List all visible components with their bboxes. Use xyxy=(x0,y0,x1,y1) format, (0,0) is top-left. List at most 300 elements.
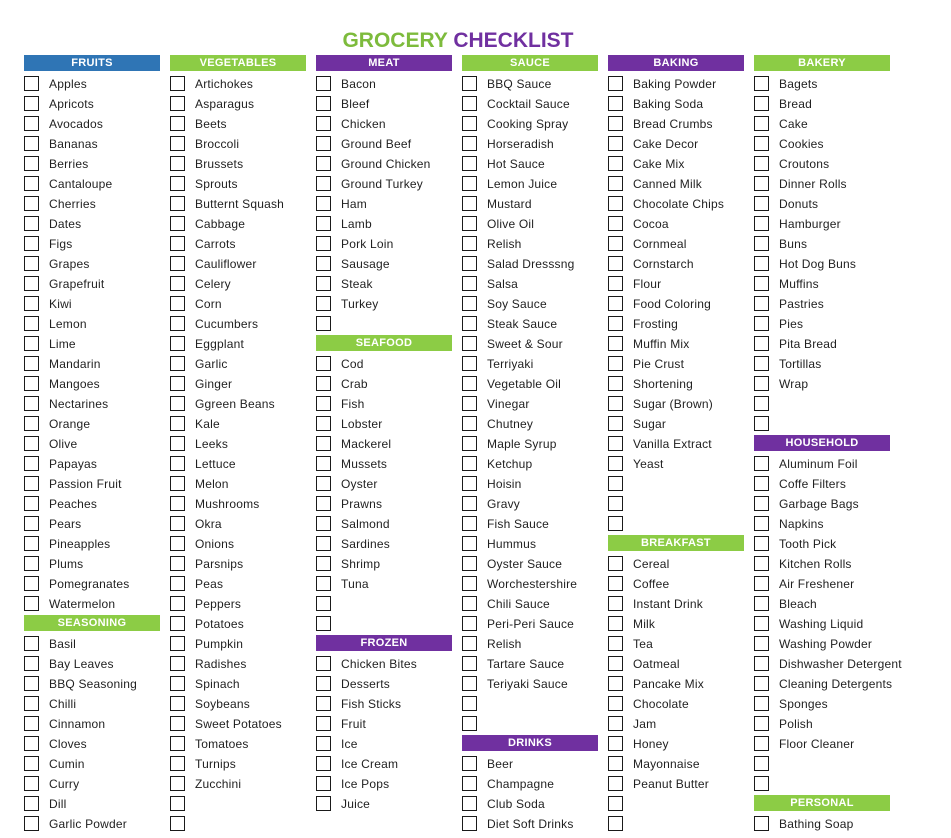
checklist-item[interactable] xyxy=(316,534,456,554)
checklist-item[interactable] xyxy=(462,294,602,314)
checklist-item[interactable] xyxy=(24,74,164,94)
checkbox[interactable] xyxy=(462,196,477,211)
checklist-item[interactable] xyxy=(608,294,748,314)
checklist-item[interactable] xyxy=(754,334,894,354)
checklist-item[interactable] xyxy=(462,314,602,334)
checklist-item[interactable] xyxy=(24,554,164,574)
checklist-item[interactable] xyxy=(754,574,894,594)
checklist-item[interactable] xyxy=(170,814,310,834)
checkbox[interactable] xyxy=(316,376,331,391)
checklist-item[interactable] xyxy=(608,134,748,154)
checklist-item[interactable] xyxy=(170,314,310,334)
checklist-item[interactable] xyxy=(462,274,602,294)
checklist-item[interactable] xyxy=(754,194,894,214)
checklist-item[interactable] xyxy=(316,114,456,134)
checkbox[interactable] xyxy=(316,656,331,671)
checklist-item[interactable] xyxy=(170,674,310,694)
checkbox[interactable] xyxy=(316,596,331,611)
checklist-item[interactable] xyxy=(462,674,602,694)
checklist-item[interactable] xyxy=(608,414,748,434)
checkbox[interactable] xyxy=(170,776,185,791)
checklist-item[interactable] xyxy=(754,254,894,274)
checklist-item[interactable] xyxy=(316,234,456,254)
checklist-item[interactable] xyxy=(754,474,894,494)
checklist-item[interactable] xyxy=(316,274,456,294)
checklist-item[interactable] xyxy=(754,114,894,134)
checklist-item[interactable] xyxy=(462,194,602,214)
checklist-item[interactable] xyxy=(170,614,310,634)
checkbox[interactable] xyxy=(754,156,769,171)
checklist-item[interactable] xyxy=(754,154,894,174)
checkbox[interactable] xyxy=(316,496,331,511)
checkbox[interactable] xyxy=(24,476,39,491)
checkbox[interactable] xyxy=(170,196,185,211)
checklist-item[interactable] xyxy=(316,554,456,574)
checklist-item[interactable] xyxy=(170,434,310,454)
checklist-item[interactable] xyxy=(24,374,164,394)
checkbox[interactable] xyxy=(170,336,185,351)
checklist-item[interactable] xyxy=(754,534,894,554)
checklist-item[interactable] xyxy=(754,554,894,574)
checkbox[interactable] xyxy=(754,636,769,651)
checkbox[interactable] xyxy=(608,716,623,731)
checklist-item[interactable] xyxy=(608,754,748,774)
checkbox[interactable] xyxy=(170,416,185,431)
checkbox[interactable] xyxy=(170,656,185,671)
checklist-item[interactable] xyxy=(316,714,456,734)
checklist-item[interactable] xyxy=(462,694,602,714)
checkbox[interactable] xyxy=(754,536,769,551)
checklist-item[interactable] xyxy=(316,574,456,594)
checklist-item[interactable] xyxy=(24,114,164,134)
checkbox[interactable] xyxy=(754,396,769,411)
checklist-item[interactable] xyxy=(170,194,310,214)
checkbox[interactable] xyxy=(170,496,185,511)
checklist-item[interactable] xyxy=(170,334,310,354)
checklist-item[interactable] xyxy=(608,554,748,574)
checklist-item[interactable] xyxy=(316,214,456,234)
checkbox[interactable] xyxy=(754,556,769,571)
checkbox[interactable] xyxy=(24,636,39,651)
checkbox[interactable] xyxy=(170,756,185,771)
checkbox[interactable] xyxy=(24,716,39,731)
checklist-item[interactable] xyxy=(316,454,456,474)
checklist-item[interactable] xyxy=(462,154,602,174)
checkbox[interactable] xyxy=(316,776,331,791)
checklist-item[interactable] xyxy=(170,654,310,674)
checklist-item[interactable] xyxy=(24,134,164,154)
checkbox[interactable] xyxy=(608,556,623,571)
checkbox[interactable] xyxy=(754,816,769,831)
checkbox[interactable] xyxy=(316,436,331,451)
checkbox[interactable] xyxy=(170,536,185,551)
checkbox[interactable] xyxy=(24,216,39,231)
checkbox[interactable] xyxy=(608,216,623,231)
checkbox[interactable] xyxy=(608,496,623,511)
checkbox[interactable] xyxy=(462,156,477,171)
checkbox[interactable] xyxy=(754,696,769,711)
checkbox[interactable] xyxy=(462,436,477,451)
checkbox[interactable] xyxy=(316,516,331,531)
checkbox[interactable] xyxy=(170,476,185,491)
checkbox[interactable] xyxy=(754,136,769,151)
checklist-item[interactable] xyxy=(24,434,164,454)
checkbox[interactable] xyxy=(754,756,769,771)
checklist-item[interactable] xyxy=(24,694,164,714)
checklist-item[interactable] xyxy=(608,814,748,834)
checkbox[interactable] xyxy=(754,216,769,231)
checkbox[interactable] xyxy=(754,476,769,491)
checkbox[interactable] xyxy=(754,576,769,591)
checklist-item[interactable] xyxy=(754,494,894,514)
checklist-item[interactable] xyxy=(608,574,748,594)
checklist-item[interactable] xyxy=(608,114,748,134)
checklist-item[interactable] xyxy=(462,134,602,154)
checklist-item[interactable] xyxy=(608,234,748,254)
checkbox[interactable] xyxy=(754,456,769,471)
checklist-item[interactable] xyxy=(170,254,310,274)
checklist-item[interactable] xyxy=(316,774,456,794)
checkbox[interactable] xyxy=(24,296,39,311)
checklist-item[interactable] xyxy=(170,154,310,174)
checklist-item[interactable] xyxy=(462,234,602,254)
checklist-item[interactable] xyxy=(462,354,602,374)
checklist-item[interactable] xyxy=(754,354,894,374)
checklist-item[interactable] xyxy=(754,294,894,314)
checklist-item[interactable] xyxy=(754,274,894,294)
checklist-item[interactable] xyxy=(316,414,456,434)
checkbox[interactable] xyxy=(462,496,477,511)
checkbox[interactable] xyxy=(316,76,331,91)
checkbox[interactable] xyxy=(170,596,185,611)
checkbox[interactable] xyxy=(754,176,769,191)
checkbox[interactable] xyxy=(24,676,39,691)
checklist-item[interactable] xyxy=(316,374,456,394)
checkbox[interactable] xyxy=(316,396,331,411)
checklist-item[interactable] xyxy=(608,214,748,234)
checklist-item[interactable] xyxy=(316,254,456,274)
checklist-item[interactable] xyxy=(170,754,310,774)
checklist-item[interactable] xyxy=(754,134,894,154)
checkbox[interactable] xyxy=(754,96,769,111)
checkbox[interactable] xyxy=(170,156,185,171)
checklist-item[interactable] xyxy=(462,394,602,414)
checklist-item[interactable] xyxy=(462,474,602,494)
checkbox[interactable] xyxy=(24,596,39,611)
checkbox[interactable] xyxy=(24,116,39,131)
checklist-item[interactable] xyxy=(170,514,310,534)
checkbox[interactable] xyxy=(608,776,623,791)
checkbox[interactable] xyxy=(608,356,623,371)
checkbox[interactable] xyxy=(24,176,39,191)
checklist-item[interactable] xyxy=(754,234,894,254)
checkbox[interactable] xyxy=(608,256,623,271)
checkbox[interactable] xyxy=(754,336,769,351)
checkbox[interactable] xyxy=(462,656,477,671)
checkbox[interactable] xyxy=(462,136,477,151)
checkbox[interactable] xyxy=(754,376,769,391)
checkbox[interactable] xyxy=(754,596,769,611)
checkbox[interactable] xyxy=(24,536,39,551)
checkbox[interactable] xyxy=(170,216,185,231)
checklist-item[interactable] xyxy=(170,594,310,614)
checkbox[interactable] xyxy=(24,516,39,531)
checklist-item[interactable] xyxy=(754,454,894,474)
checkbox[interactable] xyxy=(754,196,769,211)
checkbox[interactable] xyxy=(462,176,477,191)
checkbox[interactable] xyxy=(754,656,769,671)
checklist-item[interactable] xyxy=(170,494,310,514)
checkbox[interactable] xyxy=(24,656,39,671)
checkbox[interactable] xyxy=(462,556,477,571)
checkbox[interactable] xyxy=(316,96,331,111)
checkbox[interactable] xyxy=(462,696,477,711)
checklist-item[interactable] xyxy=(462,454,602,474)
checkbox[interactable] xyxy=(608,516,623,531)
checklist-item[interactable] xyxy=(316,754,456,774)
checklist-item[interactable] xyxy=(170,774,310,794)
checklist-item[interactable] xyxy=(462,614,602,634)
checklist-item[interactable] xyxy=(754,614,894,634)
checkbox[interactable] xyxy=(316,476,331,491)
checkbox[interactable] xyxy=(462,296,477,311)
checklist-item[interactable] xyxy=(24,454,164,474)
checkbox[interactable] xyxy=(316,196,331,211)
checklist-item[interactable] xyxy=(754,754,894,774)
checklist-item[interactable] xyxy=(170,694,310,714)
checklist-item[interactable] xyxy=(608,374,748,394)
checklist-item[interactable] xyxy=(24,534,164,554)
checklist-item[interactable] xyxy=(170,474,310,494)
checklist-item[interactable] xyxy=(462,254,602,274)
checkbox[interactable] xyxy=(24,696,39,711)
checkbox[interactable] xyxy=(462,716,477,731)
checklist-item[interactable] xyxy=(316,94,456,114)
checklist-item[interactable] xyxy=(462,434,602,454)
checkbox[interactable] xyxy=(462,776,477,791)
checkbox[interactable] xyxy=(608,816,623,831)
checkbox[interactable] xyxy=(170,116,185,131)
checklist-item[interactable] xyxy=(462,334,602,354)
checklist-item[interactable] xyxy=(754,694,894,714)
checkbox[interactable] xyxy=(316,676,331,691)
checkbox[interactable] xyxy=(754,276,769,291)
checkbox[interactable] xyxy=(24,356,39,371)
checklist-item[interactable] xyxy=(316,514,456,534)
checklist-item[interactable] xyxy=(754,774,894,794)
checklist-item[interactable] xyxy=(24,234,164,254)
checkbox[interactable] xyxy=(462,756,477,771)
checkbox[interactable] xyxy=(24,196,39,211)
checkbox[interactable] xyxy=(316,236,331,251)
checkbox[interactable] xyxy=(608,236,623,251)
checkbox[interactable] xyxy=(316,216,331,231)
checklist-item[interactable] xyxy=(170,354,310,374)
checkbox[interactable] xyxy=(170,516,185,531)
checkbox[interactable] xyxy=(608,116,623,131)
checkbox[interactable] xyxy=(462,376,477,391)
checklist-item[interactable] xyxy=(24,794,164,814)
checkbox[interactable] xyxy=(170,316,185,331)
checklist-item[interactable] xyxy=(316,394,456,414)
checklist-item[interactable] xyxy=(462,94,602,114)
checkbox[interactable] xyxy=(170,736,185,751)
checklist-item[interactable] xyxy=(170,414,310,434)
checkbox[interactable] xyxy=(608,636,623,651)
checkbox[interactable] xyxy=(24,256,39,271)
checkbox[interactable] xyxy=(608,196,623,211)
checkbox[interactable] xyxy=(24,736,39,751)
checkbox[interactable] xyxy=(754,256,769,271)
checklist-item[interactable] xyxy=(316,294,456,314)
checklist-item[interactable] xyxy=(608,254,748,274)
checklist-item[interactable] xyxy=(316,174,456,194)
checklist-item[interactable] xyxy=(608,154,748,174)
checkbox[interactable] xyxy=(170,256,185,271)
checkbox[interactable] xyxy=(754,76,769,91)
checklist-item[interactable] xyxy=(24,754,164,774)
checklist-item[interactable] xyxy=(316,434,456,454)
checkbox[interactable] xyxy=(170,376,185,391)
checkbox[interactable] xyxy=(24,376,39,391)
checklist-item[interactable] xyxy=(24,334,164,354)
checklist-item[interactable] xyxy=(608,494,748,514)
checklist-item[interactable] xyxy=(170,454,310,474)
checklist-item[interactable] xyxy=(608,514,748,534)
checklist-item[interactable] xyxy=(170,274,310,294)
checklist-item[interactable] xyxy=(754,174,894,194)
checklist-item[interactable] xyxy=(754,74,894,94)
checklist-item[interactable] xyxy=(608,454,748,474)
checkbox[interactable] xyxy=(24,436,39,451)
checkbox[interactable] xyxy=(170,176,185,191)
checklist-item[interactable] xyxy=(608,94,748,114)
checklist-item[interactable] xyxy=(316,194,456,214)
checklist-item[interactable] xyxy=(608,674,748,694)
checkbox[interactable] xyxy=(754,236,769,251)
checklist-item[interactable] xyxy=(608,74,748,94)
checkbox[interactable] xyxy=(462,356,477,371)
checkbox[interactable] xyxy=(24,756,39,771)
checklist-item[interactable] xyxy=(24,574,164,594)
checklist-item[interactable] xyxy=(316,674,456,694)
checklist-item[interactable] xyxy=(754,374,894,394)
checklist-item[interactable] xyxy=(316,74,456,94)
checkbox[interactable] xyxy=(608,476,623,491)
checkbox[interactable] xyxy=(462,596,477,611)
checkbox[interactable] xyxy=(462,276,477,291)
checkbox[interactable] xyxy=(316,316,331,331)
checkbox[interactable] xyxy=(608,736,623,751)
checklist-item[interactable] xyxy=(316,614,456,634)
checkbox[interactable] xyxy=(608,696,623,711)
checklist-item[interactable] xyxy=(754,514,894,534)
checkbox[interactable] xyxy=(608,376,623,391)
checklist-item[interactable] xyxy=(24,774,164,794)
checklist-item[interactable] xyxy=(170,734,310,754)
checkbox[interactable] xyxy=(462,636,477,651)
checkbox[interactable] xyxy=(24,76,39,91)
checklist-item[interactable] xyxy=(462,634,602,654)
checkbox[interactable] xyxy=(170,396,185,411)
checkbox[interactable] xyxy=(608,796,623,811)
checklist-item[interactable] xyxy=(24,514,164,534)
checkbox[interactable] xyxy=(316,356,331,371)
checkbox[interactable] xyxy=(462,316,477,331)
checkbox[interactable] xyxy=(754,616,769,631)
checkbox[interactable] xyxy=(170,636,185,651)
checkbox[interactable] xyxy=(170,236,185,251)
checkbox[interactable] xyxy=(754,116,769,131)
checkbox[interactable] xyxy=(24,136,39,151)
checkbox[interactable] xyxy=(170,136,185,151)
checkbox[interactable] xyxy=(24,816,39,831)
checkbox[interactable] xyxy=(608,456,623,471)
checkbox[interactable] xyxy=(316,156,331,171)
checkbox[interactable] xyxy=(608,676,623,691)
checkbox[interactable] xyxy=(316,276,331,291)
checkbox[interactable] xyxy=(462,536,477,551)
checkbox[interactable] xyxy=(754,356,769,371)
checkbox[interactable] xyxy=(24,336,39,351)
checkbox[interactable] xyxy=(754,736,769,751)
checkbox[interactable] xyxy=(24,456,39,471)
checkbox[interactable] xyxy=(754,776,769,791)
checklist-item[interactable] xyxy=(462,174,602,194)
checklist-item[interactable] xyxy=(462,514,602,534)
checklist-item[interactable] xyxy=(754,714,894,734)
checklist-item[interactable] xyxy=(462,814,602,834)
checkbox[interactable] xyxy=(754,316,769,331)
checkbox[interactable] xyxy=(608,156,623,171)
checkbox[interactable] xyxy=(316,796,331,811)
checkbox[interactable] xyxy=(608,396,623,411)
checkbox[interactable] xyxy=(316,256,331,271)
checklist-item[interactable] xyxy=(608,314,748,334)
checklist-item[interactable] xyxy=(170,94,310,114)
checklist-item[interactable] xyxy=(170,174,310,194)
checkbox[interactable] xyxy=(462,576,477,591)
checklist-item[interactable] xyxy=(608,174,748,194)
checklist-item[interactable] xyxy=(24,474,164,494)
checkbox[interactable] xyxy=(754,716,769,731)
checkbox[interactable] xyxy=(754,416,769,431)
checkbox[interactable] xyxy=(316,576,331,591)
checklist-item[interactable] xyxy=(754,814,894,834)
checklist-item[interactable] xyxy=(24,314,164,334)
checklist-item[interactable] xyxy=(462,754,602,774)
checkbox[interactable] xyxy=(462,516,477,531)
checklist-item[interactable] xyxy=(462,414,602,434)
checklist-item[interactable] xyxy=(316,354,456,374)
checkbox[interactable] xyxy=(462,416,477,431)
checkbox[interactable] xyxy=(170,436,185,451)
checklist-item[interactable] xyxy=(754,414,894,434)
checklist-item[interactable] xyxy=(24,654,164,674)
checkbox[interactable] xyxy=(24,796,39,811)
checklist-item[interactable] xyxy=(608,274,748,294)
checkbox[interactable] xyxy=(462,676,477,691)
checklist-item[interactable] xyxy=(24,274,164,294)
checklist-item[interactable] xyxy=(24,634,164,654)
checkbox[interactable] xyxy=(316,556,331,571)
checklist-item[interactable] xyxy=(170,234,310,254)
checkbox[interactable] xyxy=(24,776,39,791)
checklist-item[interactable] xyxy=(608,594,748,614)
checklist-item[interactable] xyxy=(608,394,748,414)
checklist-item[interactable] xyxy=(754,734,894,754)
checkbox[interactable] xyxy=(170,276,185,291)
